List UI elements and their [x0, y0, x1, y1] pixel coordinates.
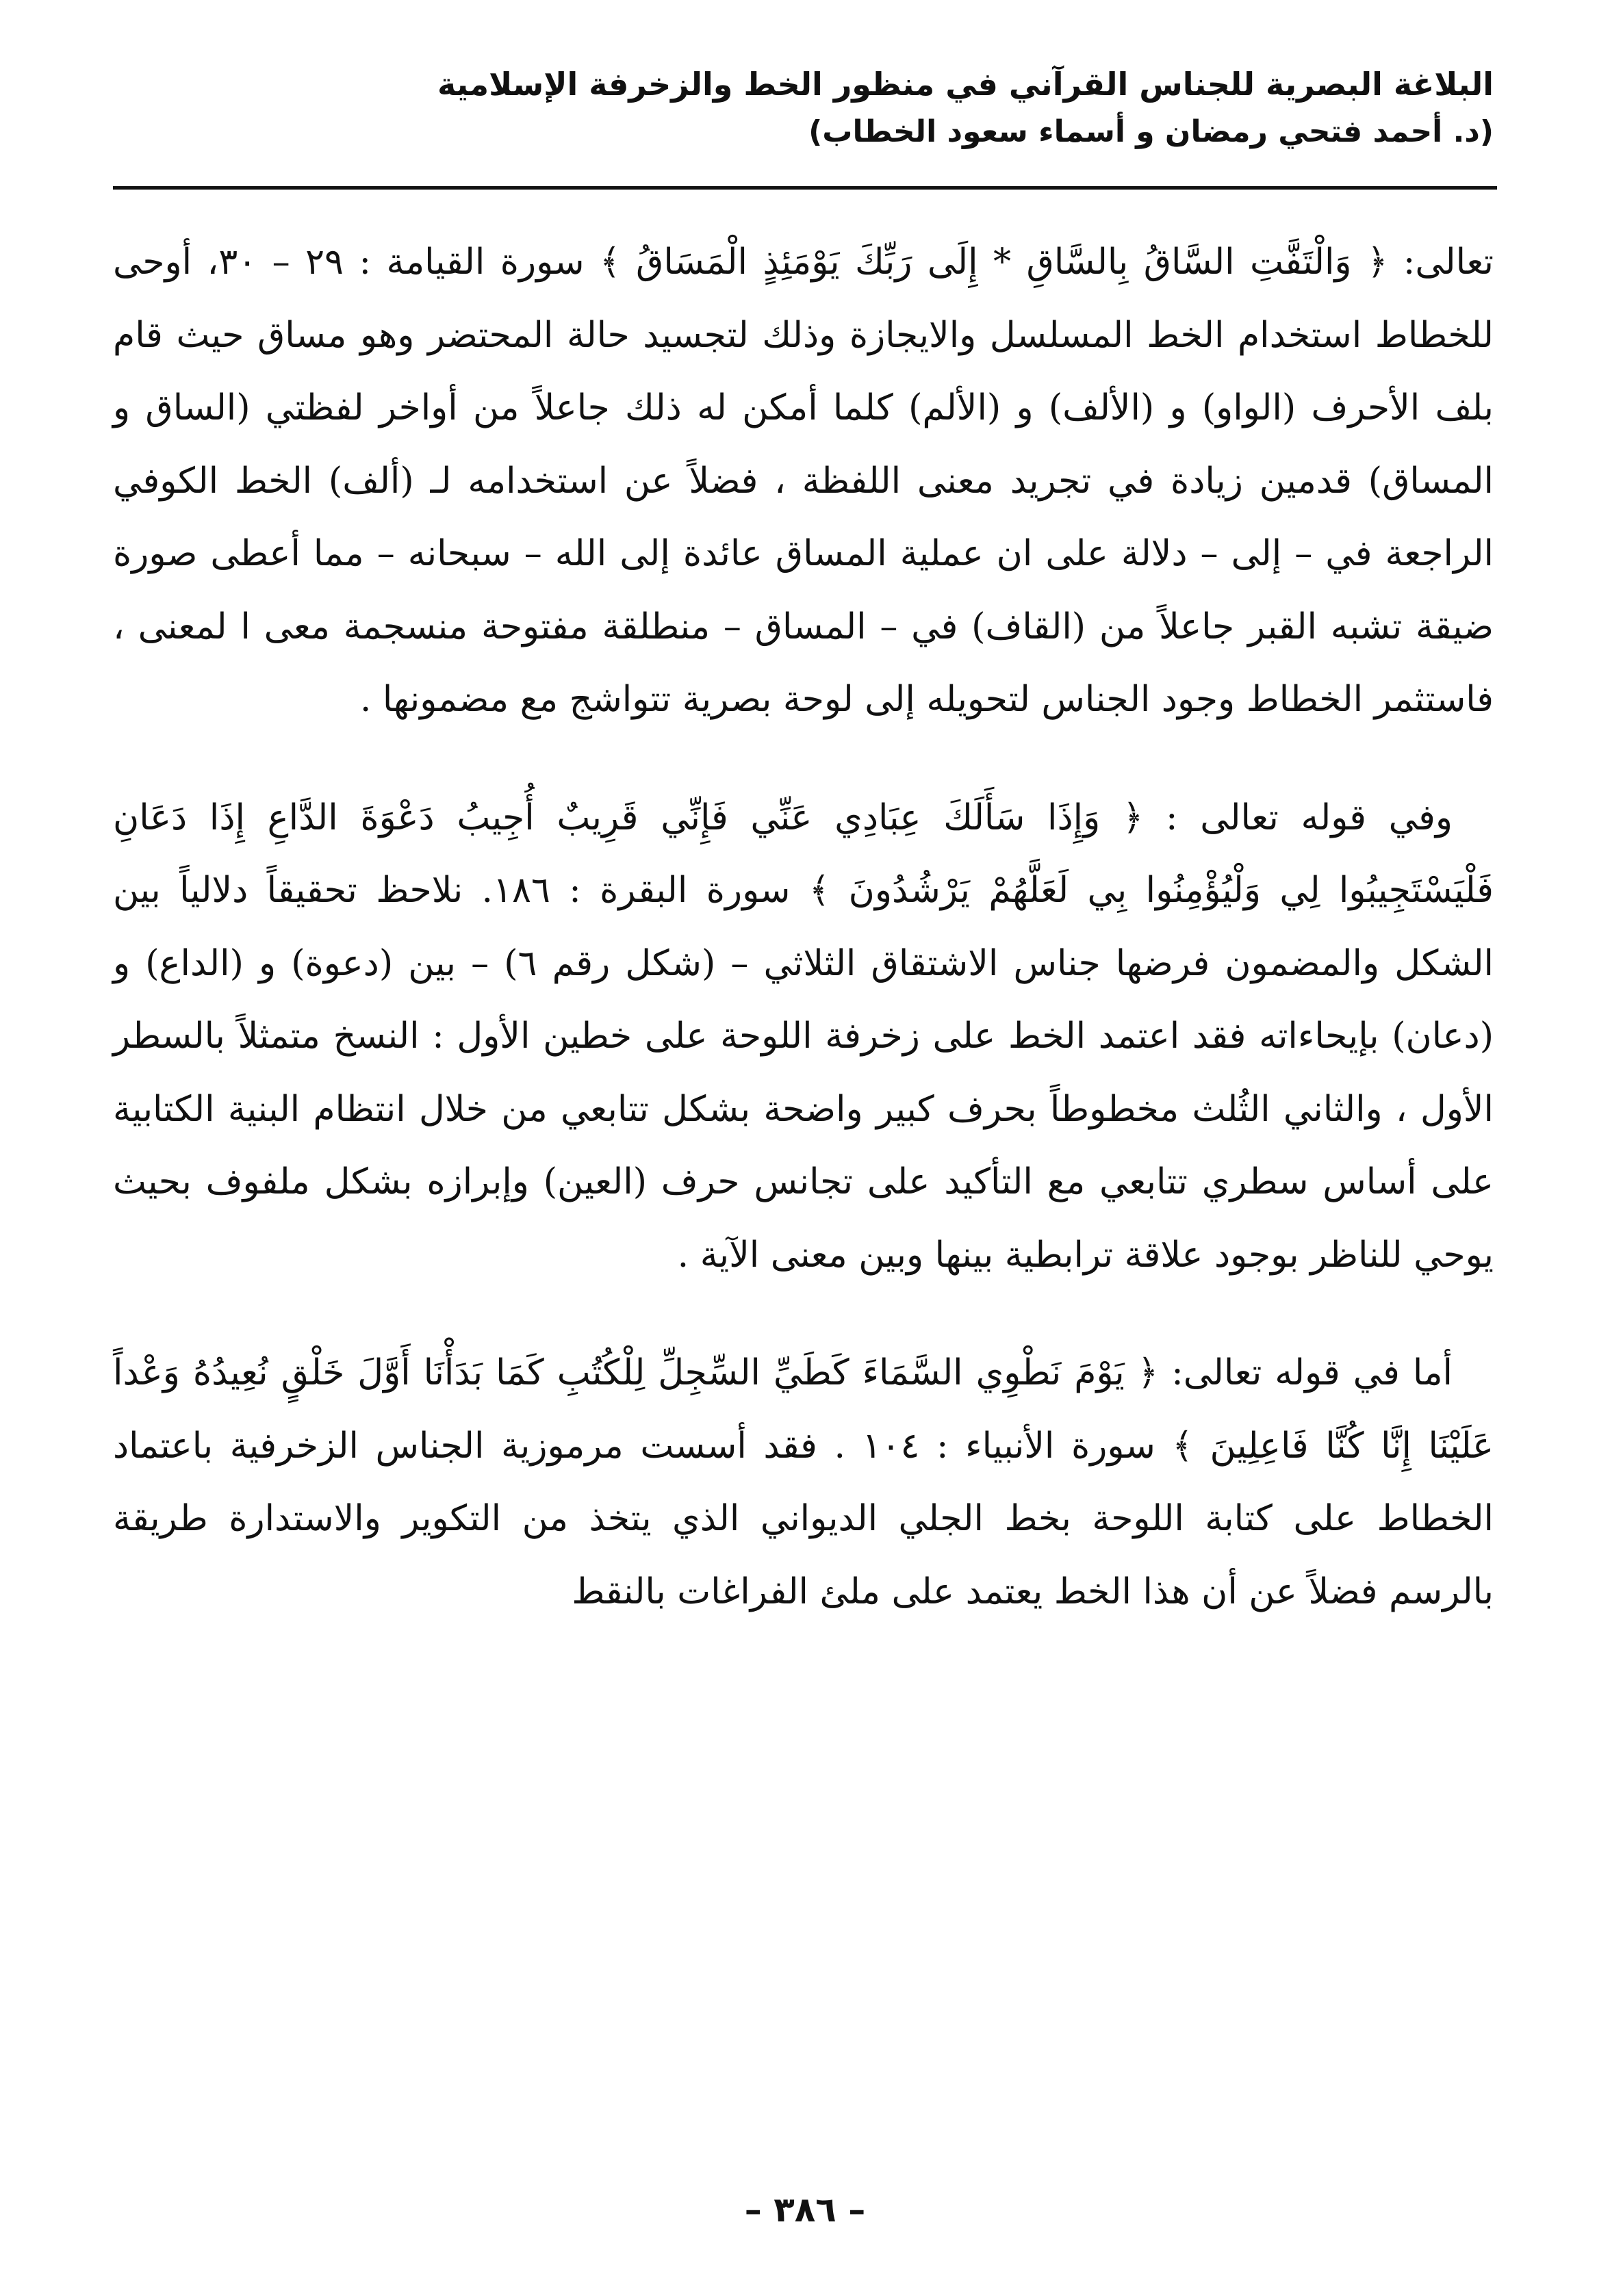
header-divider	[113, 186, 1497, 190]
paragraph-anbiya: أما في قوله تعالى: ﴿ يَوْمَ نَطْوِي السَّمَاءَ كَطَيِّ السِّجِلِّ لِلْكُتُبِ كَمَا بَدَأْنَا أَوَّلَ خَلْقٍ نُعِيدُهُ وَعْداً عَلَيْنَا إِنَّا كُنَّا فَاعِلِينَ ﴾ سورة الأنبياء : ١٠٤ . فقد أسست مرموزية الجناس الزخرفية باعتماد الخطاط على كتابة اللوحة بخط الجلي الديواني الذي يتخذ من التكوير والاستدارة طريقة بالرسم فضلاً عن أن هذا الخط يعتمد على ملئ الفراغات بالنقط	[113, 1352, 1494, 1612]
running-header	[110, 60, 1494, 156]
running-header-title: البلاغة البصرية للجناس القرآني في منظور الخط والزخرفة الإسلامية	[437, 66, 1494, 103]
page-number: – ٣٨٦ –	[744, 2190, 866, 2230]
body-text	[113, 226, 1494, 1628]
paragraph-baqarah: وفي قوله تعالى : ﴿ وَإِذَا سَأَلَكَ عِبَادِي عَنِّي فَإِنِّي قَرِيبٌ أُجِيبُ دَعْوَةَ الدَّاعِ إِذَا دَعَانِ فَلْيَسْتَجِيبُوا لِي وَلْيُؤْمِنُوا بِي لَعَلَّهُمْ يَرْشُدُونَ ﴾ سورة البقرة : ١٨٦. نلاحظ تحقيقاً دلالياً بين الشكل والمضمون فرضها جناس الاشتقاق الثلاثي – (شكل رقم ٦) – بين (دعوة) و (الداع) و (دعان) بإيحاءاته فقد اعتمد الخط على زخرفة اللوحة على خطين الأول : النسخ متمثلاً بالسطر الأول ، والثاني الثُلث مخطوطاً بحرف كبير واضحة بشكل تتابعي من خلال انتظام البنية الكتابية على أساس سطري تتابعي مع التأكيد على تجانس حرف (العين) وإبرازه بشكل ملفوف بحيث يوحي للناظر بوجود علاقة ترابطية بينها وبين معنى الآية .	[113, 797, 1494, 1276]
running-header-authors: (د. أحمد فتحي رمضان و أسماء سعود الخطاب)	[808, 114, 1494, 149]
paragraph-qiyamah: تعالى: ﴿ وَالْتَفَّتِ السَّاقُ بِالسَّاقِ * إِلَى رَبِّكَ يَوْمَئِذٍ الْمَسَاقُ ﴾ سورة القيامة : ٢٩ – ٣٠، أوحى للخطاط استخدام الخط المسلسل والايجازة وذلك لتجسيد حالة المحتضر وهو مساق حيث قام بلف الأحرف (الواو) و (الألف) و (الألم) كلما أمكن له ذلك جاعلاً من أواخر لفظتي (الساق و المساق) قدمين زيادة في تجريد معنى اللفظة ، فضلاً عن استخدامه لـ (ألف) الخط الكوفي الراجعة في – إلى – دلالة على ان عملية المساق عائدة إلى الله – سبحانه – مما أعطى صورة ضيقة تشبه القبر جاعلاً من (القاف) في – المساق – منطلقة مفتوحة منسجمة معى ا لمعنى ، فاستثمر الخطاط وجود الجناس لتحويله إلى لوحة بصرية تتواشج مع مضمونها .	[113, 242, 1494, 720]
